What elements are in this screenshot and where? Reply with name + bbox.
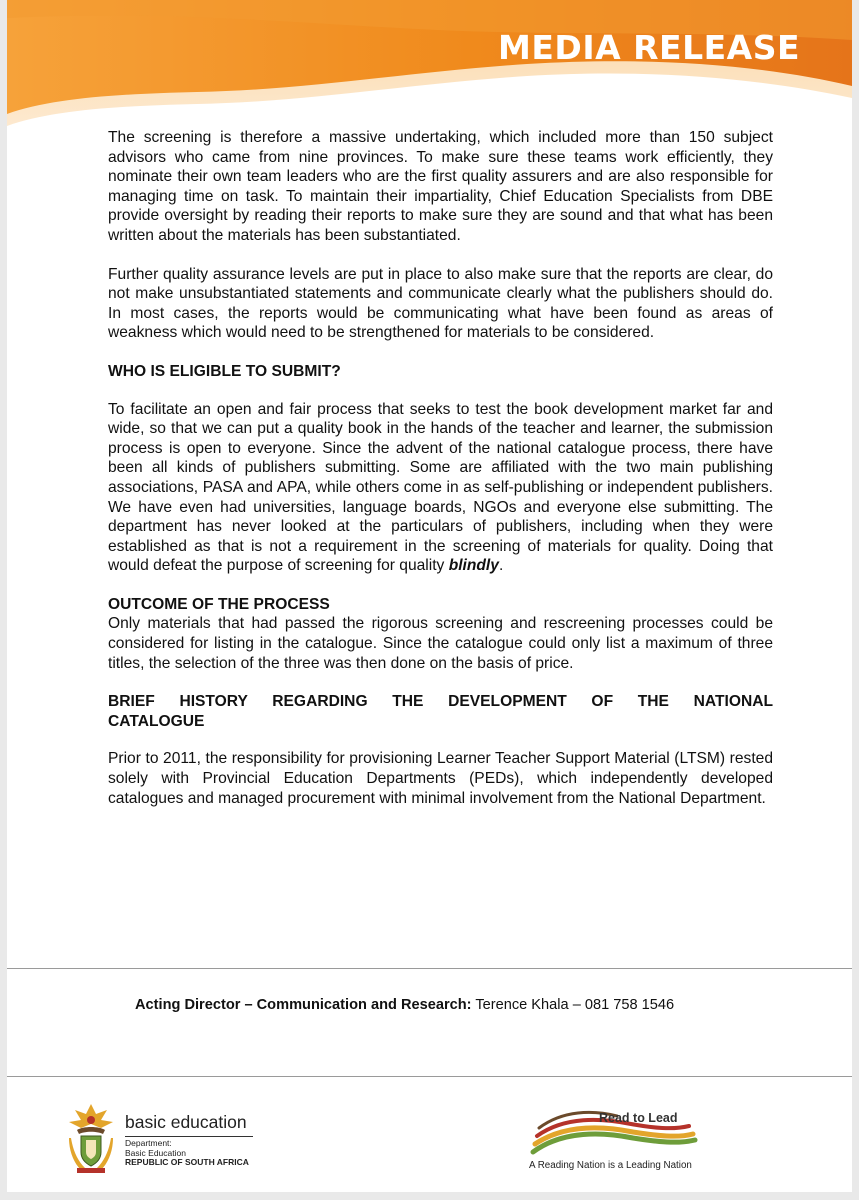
header-banner: [7, 0, 852, 140]
media-release-title: MEDIA RELEASE: [498, 28, 800, 67]
read-to-lead-logo: [523, 1104, 703, 1176]
emphasis-blindly: blindly: [448, 557, 499, 575]
campaign-tagline: A Reading Nation is a Leading Nation: [529, 1160, 692, 1171]
paragraph-history: Prior to 2011, the responsibility for provisioning Learner Teacher Support Material (LTSM) rested solely with Provincial Education Departments (PEDs), which independently developed catalogues and managed procurement with minimal involvement from the National Department.: [108, 750, 773, 807]
heading-history: BRIEF HISTORY REGARDING THE DEVELOPMENT OF THE NATIONAL CATALOGUE: [108, 693, 773, 730]
dept-line-2: Basic Education: [125, 1147, 186, 1158]
header-wave: [7, 0, 852, 140]
contact-value: Terence Khala – 081 758 1546: [471, 997, 675, 1013]
dept-subtitle: [125, 1139, 249, 1168]
paragraph-outcome: Only materials that had passed the rigorous screening and rescreening processes could be considered for listing in the catalogue. Since the catalogue could only list a maximum of three titles, the selection of the three was then done on the basis of price.: [108, 615, 773, 672]
divider-top: [7, 968, 852, 969]
contact-label: Acting Director – Communication and Research:: [135, 997, 472, 1013]
release-body: [108, 128, 773, 827]
heading-outcome: OUTCOME OF THE PROCESS: [108, 595, 330, 613]
paragraph-eligibility-text: To facilitate an open and fair process that seeks to test the book development market far and wide, so that we can put a quality book in the hands of the teacher and learner, the submission process is open to everyone. Since the advent of the national catalogue process, there have been all kinds of publishers submitting. Some are affiliated with the two main publishing associations, PASA and APA, while others come in as self-publishing or independent publishers. We have even had universities, language boards, NGOs and everyone else submitting. The department has never looked at the particulars of publishers, including when they were established as that is not a requirement in the screening of materials for quality. Doing that would defeat the purpose of screening for quality: [108, 400, 773, 575]
paragraph-eligibility-end: .: [498, 557, 504, 575]
paragraph-screening: The screening is therefore a massive undertaking, which included more than 150 subject advisors who came from nine provinces. To make sure these teams work efficiently, they nominate their own team leaders who are the first quality assurers and are also responsible for managing time on task. To maintain their impartiality, Chief Education Specialists from DBE provide oversight by reading their reports to make sure they are sound and that what has been written about the materials has been substantiated.: [108, 129, 773, 244]
heading-eligibility: WHO IS ELIGIBLE TO SUBMIT?: [108, 362, 341, 380]
coat-of-arms-icon: [63, 1100, 119, 1175]
paragraph-quality-assurance: Further quality assurance levels are put in place to also make sure that the reports are clear, do not make unsubstantiated statements and communicate clearly what the publishers should do. In most cases, the reports would be communicating what have been found as areas of weakness which would need to be strengthened for materials to be considered.: [108, 265, 773, 342]
divider-bottom: [7, 1076, 852, 1077]
document-page: [7, 0, 852, 1192]
basic-education-logo: [63, 1100, 283, 1175]
dept-line-3: REPUBLIC OF SOUTH AFRICA: [125, 1157, 249, 1168]
dept-underline: [125, 1136, 253, 1137]
paragraph-eligibility: [108, 400, 773, 576]
campaign-title: Read to Lead: [599, 1111, 678, 1125]
dept-name: basic education: [125, 1112, 247, 1132]
dept-line-1: Department:: [125, 1138, 172, 1148]
contact-line: [135, 997, 674, 1013]
